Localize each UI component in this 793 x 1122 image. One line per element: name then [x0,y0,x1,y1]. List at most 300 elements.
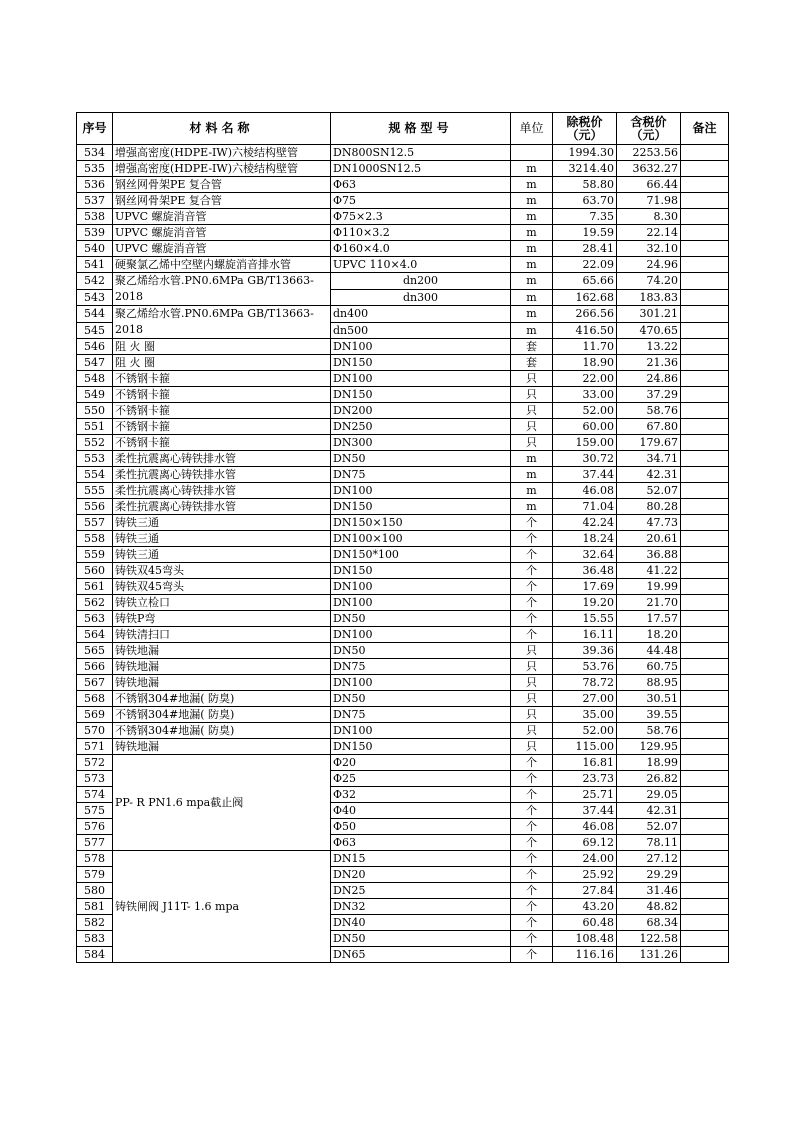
row-note [681,771,729,787]
row-price-ex: 65.66 [553,273,617,290]
row-price-in: 470.65 [617,322,681,339]
row-price-in: 41.22 [617,563,681,579]
table-row [77,563,729,579]
row-name: 铸铁P弯 [113,611,331,627]
row-price-ex: 18.90 [553,355,617,371]
row-price-in: 18.99 [617,755,681,771]
row-price-ex: 28.41 [553,241,617,257]
row-spec: DN100 [331,595,511,611]
row-price-ex: 162.68 [553,289,617,306]
header-spec: 规格型号 [331,113,511,145]
row-spec: Φ160×4.0 [331,241,511,257]
table-row [77,161,729,177]
row-name: 铸铁清扫口 [113,627,331,643]
row-name: 不锈钢卡箍 [113,419,331,435]
row-spec: DN100 [331,579,511,595]
row-name: 硬聚氯乙烯中空壁内螺旋消音排水管 [113,257,331,273]
row-note [681,851,729,867]
row-spec: DN100 [331,339,511,355]
row-spec: Φ50 [331,819,511,835]
row-price-in: 22.14 [617,225,681,241]
row-seq: 540 [77,241,113,257]
row-price-in: 67.80 [617,419,681,435]
row-price-in: 24.86 [617,371,681,387]
row-unit: 只 [511,691,553,707]
row-seq: 576 [77,819,113,835]
row-seq: 550 [77,403,113,419]
row-price-in: 19.99 [617,579,681,595]
row-seq: 579 [77,867,113,883]
row-unit: 个 [511,819,553,835]
row-price-ex: 37.44 [553,467,617,483]
row-name: 铸铁三通 [113,531,331,547]
table-row [77,241,729,257]
row-note [681,451,729,467]
row-unit: 个 [511,531,553,547]
row-price-in: 58.76 [617,723,681,739]
row-name: 铸铁双45弯头 [113,563,331,579]
row-note [681,755,729,771]
row-price-in: 71.98 [617,193,681,209]
row-price-in: 31.46 [617,883,681,899]
row-unit: 个 [511,915,553,931]
row-seq: 582 [77,915,113,931]
row-price-in: 18.20 [617,627,681,643]
row-spec: DN150 [331,563,511,579]
row-name: 铸铁地漏 [113,643,331,659]
row-price-ex: 27.00 [553,691,617,707]
row-price-ex: 46.08 [553,483,617,499]
row-seq: 583 [77,931,113,947]
table-row [77,531,729,547]
table-row [77,723,729,739]
row-name: 增强高密度(HDPE-IW)六棱结构壁管 [113,161,331,177]
row-price-in: 21.36 [617,355,681,371]
table-row [77,707,729,723]
header-price-in-line1: 含税价 [630,114,667,129]
row-unit: m [511,467,553,483]
table-row [77,579,729,595]
row-name: 铸铁立检口 [113,595,331,611]
row-unit: 个 [511,867,553,883]
row-spec: DN250 [331,419,511,435]
row-spec: DN800SN12.5 [331,145,511,161]
header-seq: 序号 [77,113,113,145]
row-unit: m [511,177,553,193]
row-name: 柔性抗震离心铸铁排水管 [113,467,331,483]
row-unit: 只 [511,675,553,691]
row-seq: 546 [77,339,113,355]
row-seq: 568 [77,691,113,707]
row-name: 铸铁三通 [113,547,331,563]
row-unit: 个 [511,899,553,915]
table-row [77,659,729,675]
row-name: 铸铁地漏 [113,675,331,691]
row-seq: 553 [77,451,113,467]
row-unit: 只 [511,371,553,387]
row-unit: m [511,161,553,177]
row-unit: 个 [511,947,553,963]
row-price-ex: 25.92 [553,867,617,883]
row-spec: DN50 [331,611,511,627]
table-row [77,675,729,691]
row-seq: 535 [77,161,113,177]
row-price-in: 42.31 [617,467,681,483]
row-note [681,273,729,290]
row-price-in: 301.21 [617,306,681,323]
row-note [681,675,729,691]
table-row [77,257,729,273]
row-note [681,787,729,803]
row-seq: 547 [77,355,113,371]
table-row [77,595,729,611]
row-price-in: 60.75 [617,659,681,675]
header-unit: 单位 [511,113,553,145]
row-price-in: 42.31 [617,803,681,819]
row-seq: 578 [77,851,113,867]
row-price-ex: 25.71 [553,787,617,803]
row-seq: 549 [77,387,113,403]
row-note [681,547,729,563]
table-row [77,339,729,355]
row-price-ex: 27.84 [553,883,617,899]
row-price-in: 66.44 [617,177,681,193]
row-price-in: 37.29 [617,387,681,403]
table-row [77,177,729,193]
row-seq: 559 [77,547,113,563]
header-price-ex [553,113,617,145]
row-unit: 个 [511,515,553,531]
row-spec: DN150 [331,387,511,403]
row-seq: 548 [77,371,113,387]
row-name: 钢丝网骨架PE 复合管 [113,177,331,193]
row-price-ex: 30.72 [553,451,617,467]
row-price-ex: 18.24 [553,531,617,547]
row-note [681,739,729,755]
table-row [77,371,729,387]
row-unit: 套 [511,355,553,371]
row-unit: 只 [511,659,553,675]
row-price-ex: 39.36 [553,643,617,659]
row-price-ex: 35.00 [553,707,617,723]
row-price-ex: 22.00 [553,371,617,387]
row-spec: DN150 [331,739,511,755]
row-note [681,915,729,931]
row-price-ex: 17.69 [553,579,617,595]
table-row [77,306,729,323]
row-name: 铸铁双45弯头 [113,579,331,595]
row-seq: 574 [77,787,113,803]
row-unit: m [511,483,553,499]
row-price-ex: 42.24 [553,515,617,531]
row-note [681,707,729,723]
row-price-in: 20.61 [617,531,681,547]
row-price-ex: 63.70 [553,193,617,209]
row-seq: 538 [77,209,113,225]
row-unit: 个 [511,883,553,899]
row-price-in: 58.76 [617,403,681,419]
row-price-in: 131.26 [617,947,681,963]
row-spec: Φ110×3.2 [331,225,511,241]
row-note [681,467,729,483]
row-note [681,723,729,739]
row-unit: 套 [511,339,553,355]
row-price-in: 27.12 [617,851,681,867]
row-unit: 只 [511,387,553,403]
row-price-in: 52.07 [617,483,681,499]
row-note [681,322,729,339]
row-spec: DN100 [331,723,511,739]
row-unit: m [511,241,553,257]
row-seq: 569 [77,707,113,723]
row-unit: m [511,306,553,323]
row-price-in: 21.70 [617,595,681,611]
row-spec: DN75 [331,707,511,723]
row-seq: 571 [77,739,113,755]
row-spec: DN100 [331,483,511,499]
row-seq: 564 [77,627,113,643]
row-note [681,257,729,273]
header-price-in [617,113,681,145]
row-spec: Φ20 [331,755,511,771]
row-name: 增强高密度(HDPE-IW)六棱结构壁管 [113,145,331,161]
row-spec: DN40 [331,915,511,931]
row-note [681,161,729,177]
row-price-in: 68.34 [617,915,681,931]
row-seq: 544 [77,306,113,323]
row-unit: 个 [511,579,553,595]
row-seq: 573 [77,771,113,787]
row-price-in: 39.55 [617,707,681,723]
row-seq: 556 [77,499,113,515]
row-price-in: 122.58 [617,931,681,947]
row-price-ex: 16.11 [553,627,617,643]
row-price-in: 74.20 [617,273,681,290]
row-unit: 只 [511,403,553,419]
row-price-ex: 15.55 [553,611,617,627]
table-row [77,467,729,483]
row-spec: Φ32 [331,787,511,803]
row-price-ex: 37.44 [553,803,617,819]
row-name: 不锈钢卡箍 [113,435,331,451]
row-price-in: 17.57 [617,611,681,627]
row-note [681,387,729,403]
row-spec: DN50 [331,931,511,947]
row-spec: Φ63 [331,177,511,193]
row-note [681,947,729,963]
row-price-ex: 53.76 [553,659,617,675]
header-price-ex-line1: 除税价 [566,114,603,129]
row-price-ex: 69.12 [553,835,617,851]
row-price-in: 8.30 [617,209,681,225]
row-seq: 555 [77,483,113,499]
table-row [77,403,729,419]
row-spec: DN150×150 [331,515,511,531]
row-unit: 只 [511,707,553,723]
row-name: 不锈钢304#地漏( 防臭) [113,723,331,739]
table-row [77,739,729,755]
row-unit: m [511,499,553,515]
row-seq: 541 [77,257,113,273]
row-note [681,627,729,643]
row-price-in: 3632.27 [617,161,681,177]
row-price-ex: 36.48 [553,563,617,579]
row-seq: 575 [77,803,113,819]
row-unit: 个 [511,787,553,803]
row-note [681,691,729,707]
row-price-ex: 58.80 [553,177,617,193]
row-spec: DN100 [331,371,511,387]
table-row [77,515,729,531]
row-price-ex: 19.59 [553,225,617,241]
row-price-ex: 32.64 [553,547,617,563]
row-price-ex: 116.16 [553,947,617,963]
row-unit: 个 [511,595,553,611]
row-price-ex: 19.20 [553,595,617,611]
row-unit: m [511,225,553,241]
row-spec: DN300 [331,435,511,451]
row-unit: m [511,257,553,273]
row-note [681,355,729,371]
row-note [681,579,729,595]
row-seq: 570 [77,723,113,739]
row-price-in: 78.11 [617,835,681,851]
row-seq: 572 [77,755,113,771]
row-unit: 个 [511,563,553,579]
row-seq: 539 [77,225,113,241]
row-seq: 545 [77,322,113,339]
row-name: 不锈钢卡箍 [113,403,331,419]
row-unit: 个 [511,627,553,643]
row-price-in: 183.83 [617,289,681,306]
row-seq: 561 [77,579,113,595]
row-price-in: 29.29 [617,867,681,883]
row-name: UPVC 螺旋消音管 [113,209,331,225]
row-unit: 只 [511,643,553,659]
row-note [681,339,729,355]
row-seq: 563 [77,611,113,627]
table-row [77,691,729,707]
row-note [681,531,729,547]
row-price-ex: 46.08 [553,819,617,835]
row-unit: m [511,273,553,290]
row-spec: DN75 [331,659,511,675]
row-spec: DN75 [331,467,511,483]
row-price-in: 44.48 [617,643,681,659]
row-unit [511,145,553,161]
row-name: 铸铁地漏 [113,739,331,755]
row-spec: DN50 [331,451,511,467]
row-spec: dn500 [331,322,511,339]
row-spec: dn300 [331,289,511,306]
row-unit: 个 [511,851,553,867]
row-spec: UPVC 110×4.0 [331,257,511,273]
row-price-ex: 33.00 [553,387,617,403]
row-seq: 537 [77,193,113,209]
header-row [77,113,729,145]
row-seq: 567 [77,675,113,691]
row-seq: 581 [77,899,113,915]
table-row [77,387,729,403]
row-name: 不锈钢卡箍 [113,371,331,387]
row-spec: DN25 [331,883,511,899]
row-note [681,371,729,387]
row-spec: DN100 [331,675,511,691]
row-unit: 个 [511,803,553,819]
table-row [77,755,729,771]
row-spec: Φ25 [331,771,511,787]
row-note [681,209,729,225]
row-unit: m [511,209,553,225]
row-spec: Φ75 [331,193,511,209]
row-price-ex: 52.00 [553,723,617,739]
row-unit: m [511,193,553,209]
price-table [76,112,729,963]
row-seq: 552 [77,435,113,451]
row-name: 不锈钢卡箍 [113,387,331,403]
row-name: UPVC 螺旋消音管 [113,225,331,241]
row-name: 柔性抗震离心铸铁排水管 [113,451,331,467]
row-note [681,177,729,193]
row-spec: DN150*100 [331,547,511,563]
row-note [681,435,729,451]
table-row [77,225,729,241]
row-spec: DN50 [331,691,511,707]
row-note [681,899,729,915]
row-price-ex: 60.48 [553,915,617,931]
row-price-in: 29.05 [617,787,681,803]
row-price-ex: 416.50 [553,322,617,339]
row-price-ex: 22.09 [553,257,617,273]
row-spec: DN65 [331,947,511,963]
row-spec: DN50 [331,643,511,659]
row-note [681,499,729,515]
row-spec: dn400 [331,306,511,323]
row-price-in: 48.82 [617,899,681,915]
row-price-ex: 43.20 [553,899,617,915]
row-name: 聚乙烯给水管.PN0.6MPa GB/T13663-2018 [113,273,331,306]
row-note [681,419,729,435]
row-seq: 558 [77,531,113,547]
row-price-in: 80.28 [617,499,681,515]
row-spec: DN150 [331,499,511,515]
row-spec: DN100×100 [331,531,511,547]
table-row [77,355,729,371]
row-note [681,803,729,819]
row-seq: 551 [77,419,113,435]
row-note [681,835,729,851]
table-row [77,209,729,225]
row-seq: 580 [77,883,113,899]
row-note [681,659,729,675]
row-note [681,225,729,241]
row-name: 不锈钢304#地漏( 防臭) [113,691,331,707]
row-note [681,563,729,579]
row-price-in: 26.82 [617,771,681,787]
row-name: 柔性抗震离心铸铁排水管 [113,499,331,515]
row-price-ex: 16.81 [553,755,617,771]
row-seq: 584 [77,947,113,963]
row-spec: DN150 [331,355,511,371]
row-name: 钢丝网骨架PE 复合管 [113,193,331,209]
row-name: 铸铁闸阀 J11T- 1.6 mpa [113,851,331,963]
table-row [77,193,729,209]
row-name: UPVC 螺旋消音管 [113,241,331,257]
row-spec: DN100 [331,627,511,643]
row-seq: 562 [77,595,113,611]
row-note [681,883,729,899]
row-unit: 个 [511,931,553,947]
